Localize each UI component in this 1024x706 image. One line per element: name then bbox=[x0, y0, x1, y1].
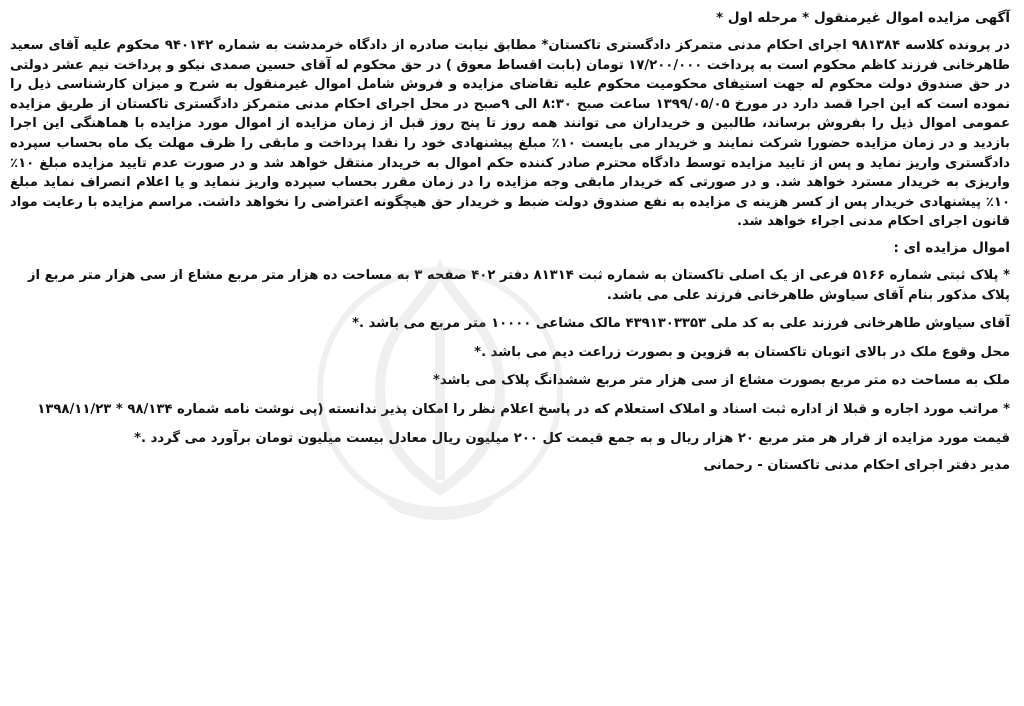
auction-price: قیمت مورد مزایده از قرار هر متر مربع ۲۰ هزار ریال و به جمع قیمت کل ۲۰۰ میلیون ریال معادل بیست میلیون تومان برآورد می گردد .* bbox=[134, 430, 1010, 446]
asset-item-2: آقای سیاوش طاهرخانی فرزند علی به کد ملی ۴۳۹۱۳۰۳۳۵۳ مالک مشاعی ۱۰۰۰۰ متر مربع می باشد .* bbox=[352, 316, 1010, 332]
notice-body: در پرونده کلاسه ۹۸۱۳۸۴ اجرای احکام مدنی متمرکز دادگستری تاکستان* مطابق نیابت صادره از دادگاه خرمدشت به شماره ۹۴۰۱۴۲ محکوم علیه آقای سعید طاهرخانی فرزند کاظم محکوم است به پرداخت ۱۷/۲۰۰/۰۰۰ تومان (بابت اقساط معوق ) در حق محکوم له آقای حسین صمدی نیکو و پرداخت نیم عشر دولتی در حق صندوق دولت محکوم له جهت استیفای محکومیت محکوم علیه تقاضای مزایده و فروش شامل اموال غیرمنقول به شرح و میزان کارشناسی ذیل را نموده است که این اجرا قصد دارد در مورخ ۱۳۹۹/۰۵/۰۵ ساعت صبح ۸:۳۰ الی ۹صبح در محل اجرای احکام مدنی متمرکز دادگستری تاکستان از طریق مزایده عمومی اموال ذیل را بفروش برساند، طالبین و خریداران می توانند همه روز تا پنج روز قبل از زمان مزایده از اموال مورد مزایده با هماهنگی این اجرا بازدید و در زمان مزایده حضورا شرکت نمایند و خریدار می بایست ۱۰٪ مبلغ پیشنهادی خود را نقدا پرداخت و مابقی را ظرف مهلت یک ماه بحساب سپرده دادگستری واریز نماید و پس از تایید مزایده توسط دادگاه محترم صادر کننده حکم اموال به خریدار منتقل خواهد شد و در صورت عدم تایید مزایده مبلغ ۱۰٪ واریزی به خریدار مسترد خواهد شد. و در صورتی که خریدار مابقی وجه مزایده را در زمان مقرر بحساب سپرده واریز ننماید و یا اعلام انصراف نماید مبلغ ۱۰٪ پیشنهادی خریدار پس از کسر هزینه ی مزایده به نفع صندوق دولت ضبط و خریدار حق هیچگونه اعتراضی را نخواهد داشت. مراسم مزایده با رعایت مواد قانون اجرای احکام مدنی اجراء خواهد شد. bbox=[10, 38, 1011, 230]
asset-item-1: * پلاک ثبتی شماره ۵۱۶۶ فرعی از یک اصلی تاکستان به شماره ثبت ۸۱۳۱۴ دفتر ۴۰۲ صفحه ۳ به مساحت ده هزار متر مربع مشاع از سی هزار متر مربع از پلاک مذکور بنام آقای سیاوش طاهرخانی فرزند علی می باشد. bbox=[27, 267, 1010, 303]
asset-item-5: * مراتب مورد اجاره و قبلا از اداره ثبت اسناد و املاک استعلام که در پاسخ اعلام نظر را امکان پذیر ندانسته (پی نوشت نامه شماره ۹۸/۱۳۴ * ۱۳۹۸/۱۱/۲۳ bbox=[37, 401, 1010, 417]
notice-title: آگهی مزایده اموال غیرمنقول * مرحله اول * bbox=[716, 10, 1010, 26]
signature: مدیر دفتر اجرای احکام مدنی تاکستان - رحمانی bbox=[703, 458, 1010, 474]
asset-item-4: ملک به مساحت ده متر مربع بصورت مشاع از سی هزار متر مربع ششدانگ پلاک می باشد* bbox=[433, 373, 1010, 389]
asset-item-3: محل وقوع ملک در بالای اتوبان تاکستان به قزوین و بصورت زراعت دیم می باشد .* bbox=[474, 344, 1010, 360]
assets-heading: اموال مزایده ای : bbox=[893, 239, 1010, 256]
